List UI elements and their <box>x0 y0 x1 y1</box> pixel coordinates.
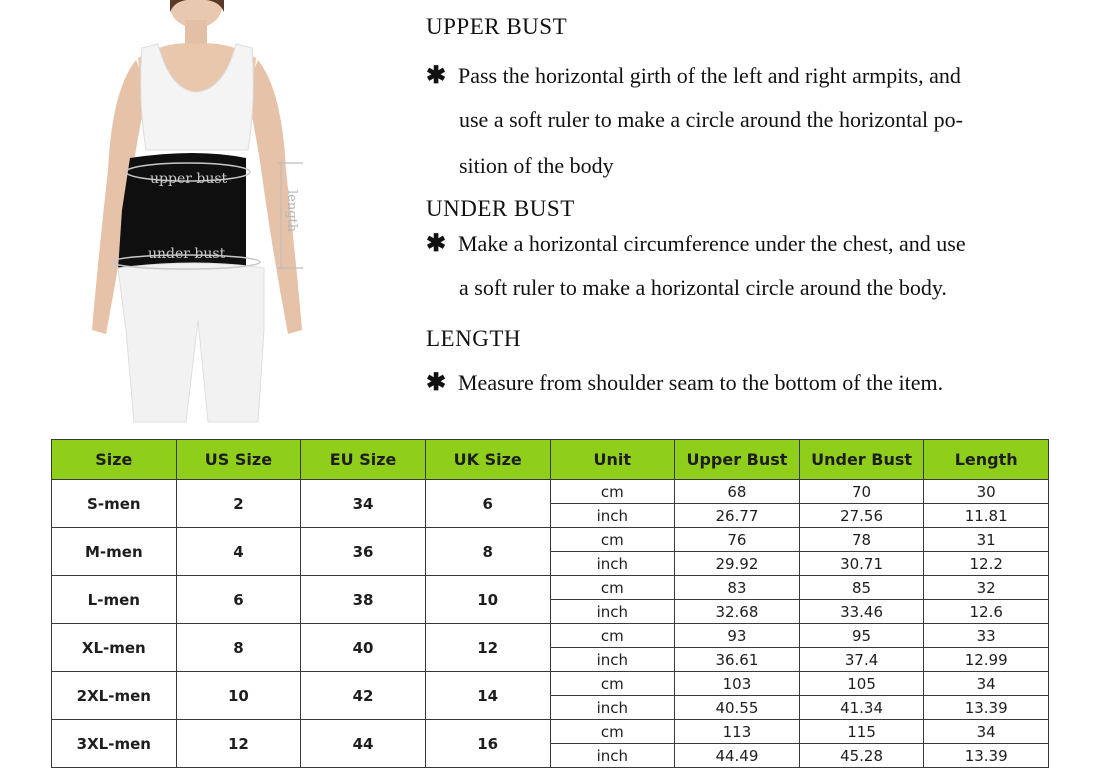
upper-bust-cell: 76 <box>675 528 800 552</box>
length-cell: 12.2 <box>924 552 1049 576</box>
unit-cell: cm <box>550 528 675 552</box>
upper-bust-cell: 26.77 <box>675 504 800 528</box>
upper-bust-text-2: use a soft ruler to make a circle around the horizontal po- <box>459 107 963 132</box>
header-size: Size <box>52 440 177 480</box>
length-text-1: Measure from shoulder seam to the bottom of the item. <box>458 370 944 395</box>
length-cell: 31 <box>924 528 1049 552</box>
length-cell: 12.99 <box>924 648 1049 672</box>
upper-bust-cell: 36.61 <box>675 648 800 672</box>
upper-bust-text-3: sition of the body <box>459 153 614 178</box>
under-bust-title: UNDER BUST <box>426 196 575 221</box>
uk-size-cell: 8 <box>425 528 550 576</box>
table-row <box>52 720 1049 744</box>
under-bust-cell: 37.4 <box>799 648 924 672</box>
size-chart-table <box>51 439 1049 768</box>
length-figure-label: length <box>284 190 299 233</box>
length-cell: 13.39 <box>924 696 1049 720</box>
asterisk-icon: ✱ <box>426 231 447 257</box>
header-us-size: US Size <box>176 440 301 480</box>
header-uk-size: UK Size <box>425 440 550 480</box>
eu-size-cell: 40 <box>301 624 426 672</box>
size-cell: M-men <box>52 528 177 576</box>
uk-size-cell: 14 <box>425 672 550 720</box>
product-model-figure <box>78 0 318 425</box>
under-bust-cell: 105 <box>799 672 924 696</box>
under-bust-cell: 45.28 <box>799 744 924 768</box>
length-cell: 34 <box>924 720 1049 744</box>
length-instruction-line <box>426 368 943 397</box>
under-bust-cell: 95 <box>799 624 924 648</box>
uk-size-cell: 16 <box>425 720 550 768</box>
us-size-cell: 8 <box>176 624 301 672</box>
upper-bust-cell: 32.68 <box>675 600 800 624</box>
eu-size-cell: 42 <box>301 672 426 720</box>
header-eu-size: EU Size <box>301 440 426 480</box>
under-bust-text-2: a soft ruler to make a horizontal circle around the body. <box>459 275 947 300</box>
upper-bust-cell: 103 <box>675 672 800 696</box>
header-upper-bust: Upper Bust <box>675 440 800 480</box>
eu-size-cell: 36 <box>301 528 426 576</box>
unit-cell: inch <box>550 600 675 624</box>
unit-cell: cm <box>550 624 675 648</box>
upper-bust-cell: 113 <box>675 720 800 744</box>
upper-bust-cell: 44.49 <box>675 744 800 768</box>
size-cell: S-men <box>52 480 177 528</box>
eu-size-cell: 38 <box>301 576 426 624</box>
size-cell: XL-men <box>52 624 177 672</box>
length-cell: 13.39 <box>924 744 1049 768</box>
header-unit: Unit <box>550 440 675 480</box>
under-bust-text-1: Make a horizontal circumference under the chest, and use <box>458 231 966 256</box>
under-bust-cell: 30.71 <box>799 552 924 576</box>
eu-size-cell: 44 <box>301 720 426 768</box>
unit-cell: cm <box>550 576 675 600</box>
length-title: LENGTH <box>426 326 521 351</box>
us-size-cell: 12 <box>176 720 301 768</box>
under-bust-instruction-line <box>426 229 966 258</box>
upper-bust-cell: 68 <box>675 480 800 504</box>
asterisk-icon: ✱ <box>426 370 447 396</box>
us-size-cell: 10 <box>176 672 301 720</box>
us-size-cell: 6 <box>176 576 301 624</box>
length-cell: 32 <box>924 576 1049 600</box>
under-bust-cell: 115 <box>799 720 924 744</box>
size-cell: 2XL-men <box>52 672 177 720</box>
table-header-row <box>52 440 1049 480</box>
under-bust-cell: 33.46 <box>799 600 924 624</box>
unit-cell: inch <box>550 504 675 528</box>
under-bust-figure-label: under bust <box>148 246 226 262</box>
header-under-bust: Under Bust <box>799 440 924 480</box>
length-cell: 34 <box>924 672 1049 696</box>
unit-cell: inch <box>550 648 675 672</box>
unit-cell: cm <box>550 480 675 504</box>
length-cell: 11.81 <box>924 504 1049 528</box>
table-row <box>52 480 1049 504</box>
header-length: Length <box>924 440 1049 480</box>
us-size-cell: 4 <box>176 528 301 576</box>
unit-cell: inch <box>550 696 675 720</box>
length-cell: 12.6 <box>924 600 1049 624</box>
uk-size-cell: 6 <box>425 480 550 528</box>
uk-size-cell: 10 <box>425 576 550 624</box>
us-size-cell: 2 <box>176 480 301 528</box>
unit-cell: cm <box>550 720 675 744</box>
under-bust-cell: 27.56 <box>799 504 924 528</box>
upper-bust-title: UPPER BUST <box>426 14 568 39</box>
size-cell: L-men <box>52 576 177 624</box>
under-bust-cell: 41.34 <box>799 696 924 720</box>
under-bust-cell: 85 <box>799 576 924 600</box>
uk-size-cell: 12 <box>425 624 550 672</box>
under-bust-cell: 70 <box>799 480 924 504</box>
upper-bust-cell: 93 <box>675 624 800 648</box>
table-row <box>52 672 1049 696</box>
upper-bust-instruction-line <box>426 61 961 90</box>
upper-bust-figure-label: upper bust <box>150 171 228 187</box>
length-cell: 30 <box>924 480 1049 504</box>
unit-cell: inch <box>550 744 675 768</box>
upper-bust-cell: 83 <box>675 576 800 600</box>
unit-cell: inch <box>550 552 675 576</box>
asterisk-icon: ✱ <box>426 63 447 89</box>
unit-cell: cm <box>550 672 675 696</box>
upper-bust-cell: 40.55 <box>675 696 800 720</box>
table-row <box>52 624 1049 648</box>
table-row <box>52 576 1049 600</box>
eu-size-cell: 34 <box>301 480 426 528</box>
under-bust-cell: 78 <box>799 528 924 552</box>
table-row <box>52 528 1049 552</box>
size-cell: 3XL-men <box>52 720 177 768</box>
upper-bust-cell: 29.92 <box>675 552 800 576</box>
upper-bust-text-1: Pass the horizontal girth of the left and right armpits, and <box>458 63 961 88</box>
length-cell: 33 <box>924 624 1049 648</box>
model-illustration <box>78 0 318 425</box>
